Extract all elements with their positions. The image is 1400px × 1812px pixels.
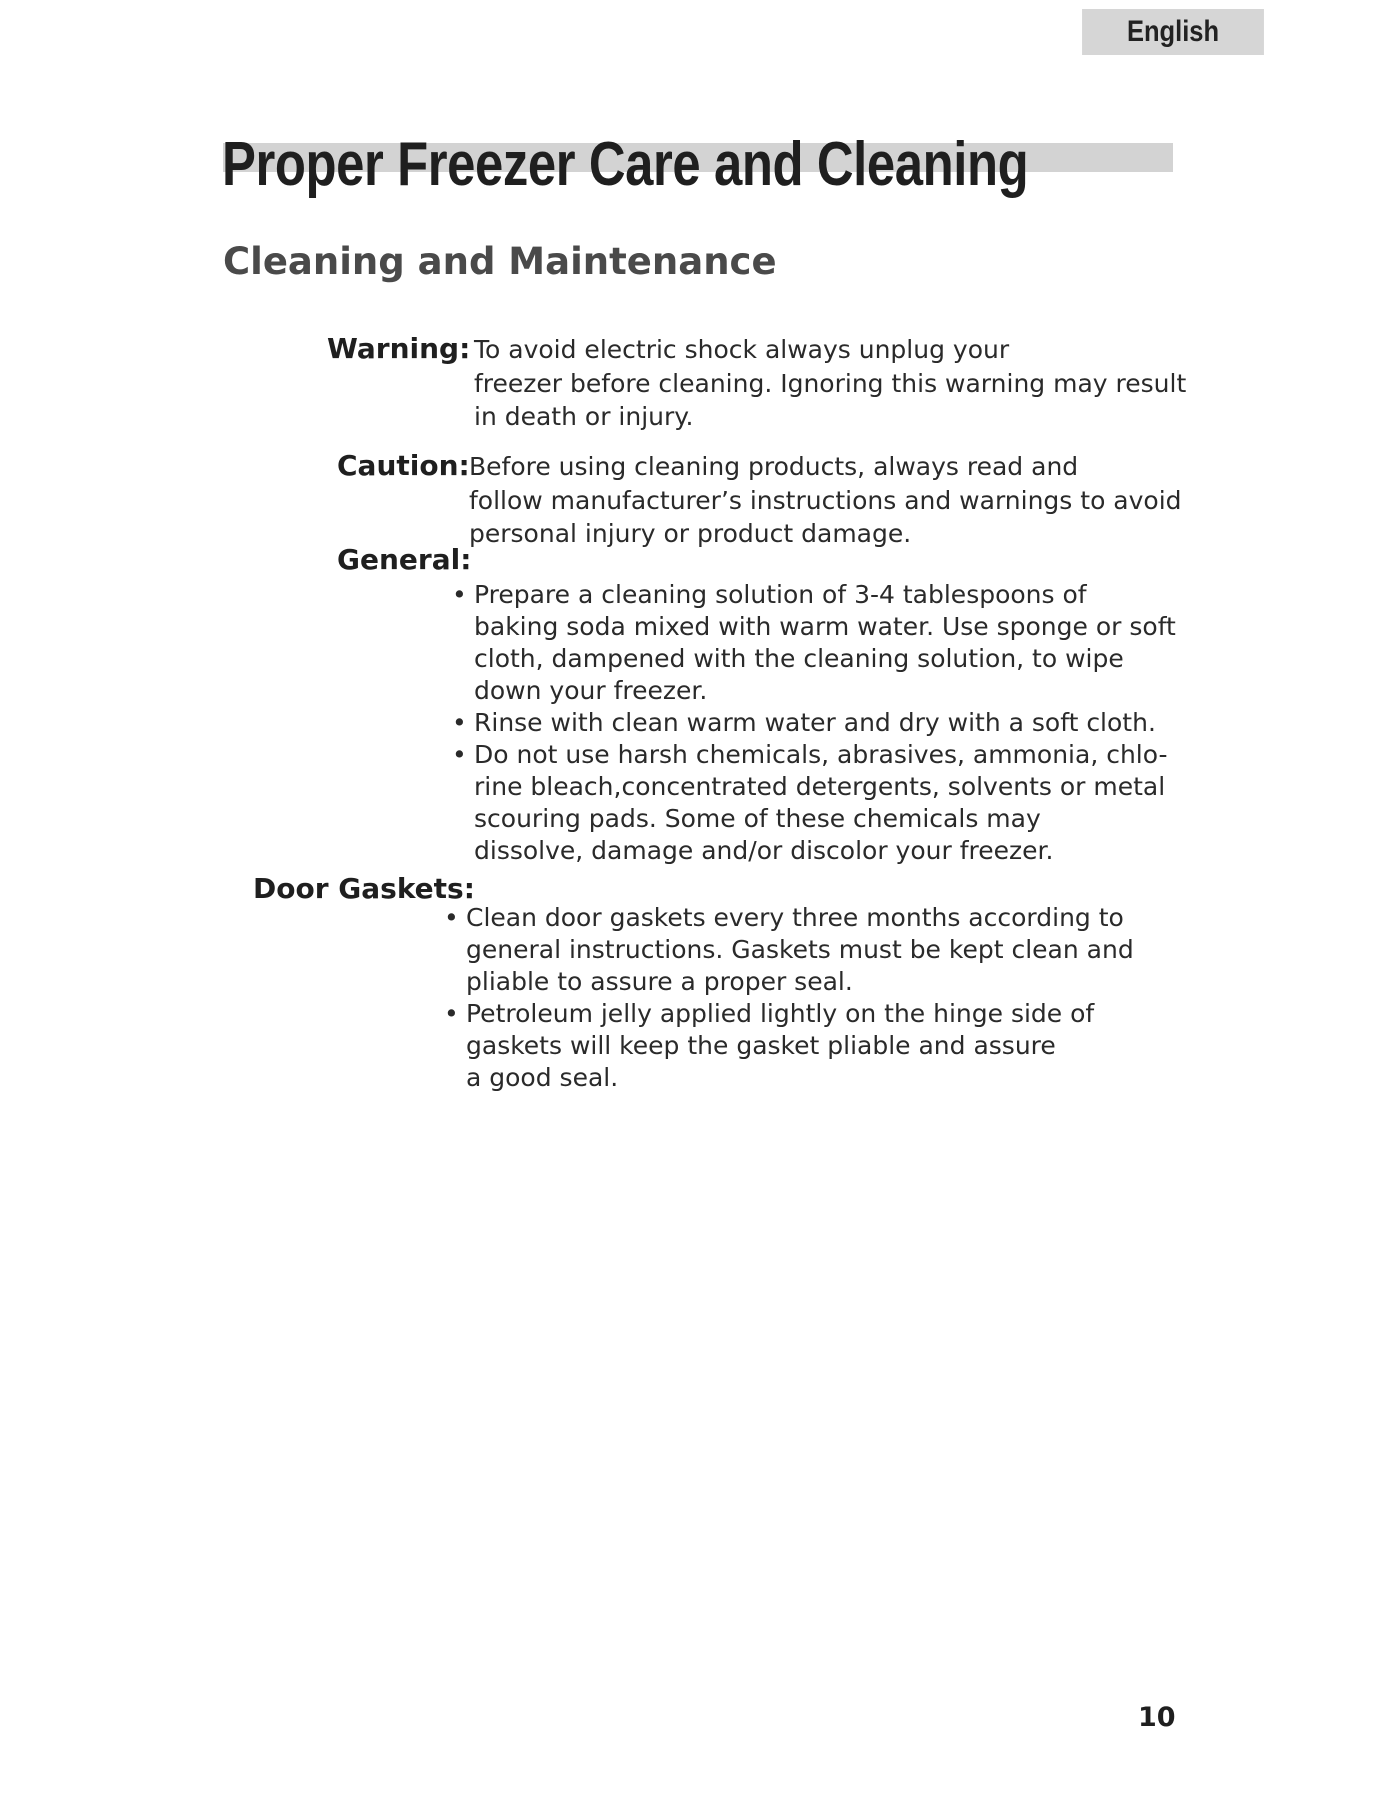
bullet-line: a good seal.	[466, 1063, 619, 1092]
bullet-icon: •	[452, 740, 467, 769]
list-item	[444, 902, 1134, 998]
caution-text	[469, 450, 1182, 551]
bullet-line: dissolve, damage and/or discolor your freezer.	[474, 836, 1054, 865]
bullet-line: general instructions. Gaskets must be kept clean and	[466, 935, 1134, 964]
section-heading: Cleaning and Maintenance	[223, 240, 777, 283]
door-gaskets-bullet-list	[444, 902, 1134, 1094]
list-item	[452, 707, 1176, 739]
bullet-icon: •	[444, 903, 459, 932]
language-tab: English	[1082, 9, 1264, 55]
list-item	[452, 739, 1176, 867]
warning-line: freezer before cleaning. Ignoring this warning may result	[474, 368, 1187, 398]
door-gaskets-label: Door Gaskets:	[253, 872, 475, 905]
warning-line: To avoid electric shock always unplug your	[474, 335, 1010, 364]
bullet-icon: •	[452, 580, 467, 609]
bullet-line: cloth, dampened with the cleaning solution, to wipe	[474, 644, 1124, 673]
bullet-line: Petroleum jelly applied lightly on the hinge side of	[466, 999, 1095, 1028]
bullet-line: gaskets will keep the gasket pliable and assure	[466, 1031, 1056, 1060]
caution-line: personal injury or product damage.	[469, 519, 912, 548]
caution-line: follow manufacturer’s instructions and warnings to avoid	[469, 485, 1182, 515]
general-bullet-list	[452, 579, 1176, 867]
list-item	[444, 998, 1134, 1094]
bullet-line: Do not use harsh chemicals, abrasives, ammonia, chlo-	[474, 740, 1168, 769]
warning-label: Warning:	[327, 332, 471, 365]
page-number: 10	[1138, 1702, 1176, 1733]
caution-line: Before using cleaning products, always read and	[469, 452, 1079, 481]
bullet-line: scouring pads. Some of these chemicals may	[474, 804, 1041, 833]
bullet-line: baking soda mixed with warm water. Use sponge or soft	[474, 612, 1176, 641]
bullet-line: Prepare a cleaning solution of 3-4 tablespoons of	[474, 580, 1087, 609]
warning-text	[474, 333, 1186, 434]
bullet-line: Clean door gaskets every three months according to	[466, 903, 1124, 932]
bullet-line: pliable to assure a proper seal.	[466, 967, 853, 996]
bullet-line: rine bleach,concentrated detergents, solvents or metal	[474, 772, 1166, 801]
page-title: Proper Freezer Care and Cleaning	[222, 130, 1029, 199]
list-item	[452, 579, 1176, 707]
general-label: General:	[337, 543, 472, 576]
caution-label: Caution:	[337, 449, 470, 482]
bullet-icon: •	[452, 708, 467, 737]
warning-line: in death or injury.	[474, 402, 694, 431]
bullet-line: down your freezer.	[474, 676, 708, 705]
bullet-line: Rinse with clean warm water and dry with a soft cloth.	[474, 708, 1156, 737]
bullet-icon: •	[444, 999, 459, 1028]
